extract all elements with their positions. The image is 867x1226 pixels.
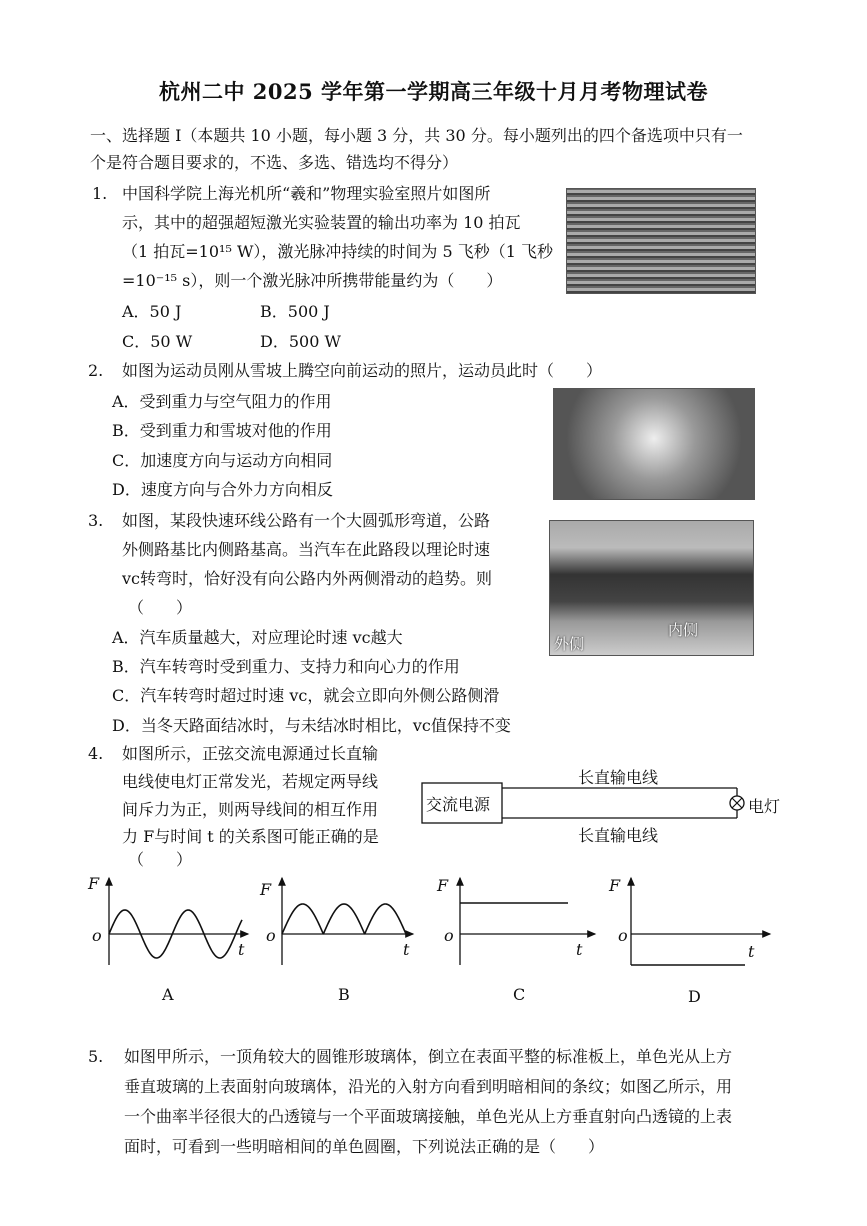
graph-d-f-label: F <box>609 876 621 895</box>
graph-c-o-label: o <box>444 926 454 945</box>
q5-line: 垂直玻璃的上表面射向玻璃体，沿光的入射方向看到明暗相间的条纹；如图乙所示，用 <box>124 1077 733 1096</box>
graph-a-o-label: o <box>92 926 102 945</box>
q5-line: 一个曲率半径很大的凸透镜与一个平面玻璃接触，单色光从上方垂直射向凸透镜的上表 <box>124 1107 733 1126</box>
q1-option-c: C．50 W <box>122 332 193 351</box>
top-wire-label: 长直输电线 <box>578 768 659 787</box>
graph-a-t-label: t <box>238 940 245 959</box>
q5-line: 面时，可看到一些明暗相间的单色圆圈，下列说法正确的是（ ） <box>124 1137 605 1156</box>
q4-number: 4. <box>88 744 104 763</box>
q1-option-b: B．500 J <box>260 302 330 321</box>
page-title: 杭州二中 2025 学年第一学期高三年级十月月考物理试卷 <box>158 79 709 104</box>
graph-d-o-label: o <box>618 926 628 945</box>
q3-line: 如图，某段快速环线公路有一个大圆弧形弯道，公路 <box>122 511 491 530</box>
q3-option-b: B．汽车转弯时受到重力、支持力和向心力的作用 <box>112 657 460 676</box>
graph-b-o-label: o <box>266 926 276 945</box>
graph-b-label: B <box>338 985 350 1004</box>
q3-road-photo <box>549 520 754 656</box>
q5-line: 如图甲所示，一顶角较大的圆锥形玻璃体，倒立在表面平整的标准板上，单色光从上方 <box>124 1047 733 1066</box>
q3-line: 外侧路基比内侧路基高。当汽车在此路段以理论时速 <box>122 540 491 559</box>
q3-option-c: C．汽车转弯时超过时速 vc，就会立即向外侧公路侧滑 <box>112 686 500 705</box>
graph-b <box>282 878 413 965</box>
graph-b-curve <box>282 904 406 934</box>
graph-d-t-label: t <box>748 942 755 961</box>
lamp-label: 电灯 <box>748 797 781 816</box>
graph-c-label: C <box>513 985 526 1004</box>
q2-stem: 如图为运动员刚从雪坡上腾空向前运动的照片，运动员此时（ ） <box>122 361 603 380</box>
graph-b-f-label: F <box>260 880 272 899</box>
graph-c-f-label: F <box>437 876 449 895</box>
graph-c-t-label: t <box>576 940 583 959</box>
lamp-icon <box>730 796 744 810</box>
q2-skier-photo <box>553 388 755 500</box>
q5-number: 5. <box>88 1047 104 1066</box>
q2-option-d: D．速度方向与合外力方向相反 <box>112 480 333 499</box>
q3-option-a: A．汽车质量越大，对应理论时速 vc越大 <box>112 628 403 647</box>
q3-option-d: D．当冬天路面结冰时，与未结冰时相比，vc值保持不变 <box>112 716 511 735</box>
q1-line: =10⁻¹⁵ s），则一个激光脉冲所携带能量约为（ ） <box>122 271 503 290</box>
q4-line: 力 F与时间 t 的关系图可能正确的是 <box>122 827 379 846</box>
q1-option-a: A．50 J <box>122 302 182 321</box>
outer-side-label: 外侧 <box>554 635 585 653</box>
graph-b-t-label: t <box>403 940 410 959</box>
inner-side-label: 内侧 <box>668 621 699 639</box>
graph-a-label: A <box>162 985 174 1004</box>
q1-option-d: D．500 W <box>260 332 341 351</box>
q2-number: 2. <box>88 361 104 380</box>
q2-option-a: A．受到重力与空气阻力的作用 <box>112 392 332 411</box>
q3-line: vc转弯时，恰好没有向公路内外两侧滑动的趋势。则 <box>122 569 493 588</box>
graph-c <box>460 878 595 965</box>
q3-line: （ ） <box>128 598 193 617</box>
section-header-line1: 一、选择题 I（本题共 10 小题，每小题 3 分，共 30 分。每小题列出的四个备选项中只有一 <box>90 126 743 145</box>
q1-lab-photo <box>566 188 756 294</box>
q2-option-b: B．受到重力和雪坡对他的作用 <box>112 421 332 440</box>
ac-source-label: 交流电源 <box>426 795 491 814</box>
q1-number: 1. <box>92 184 108 203</box>
q2-option-c: C．加速度方向与运动方向相同 <box>112 451 333 470</box>
q1-line: 中国科学院上海光机所“羲和”物理实验室照片如图所 <box>122 184 491 203</box>
q1-line: 示，其中的超强超短激光实验装置的输出功率为 10 拍瓦 <box>122 213 521 232</box>
q4-line: 如图所示，正弦交流电源通过长直输 <box>122 744 379 763</box>
q4-line: （ ） <box>128 850 193 869</box>
q3-number: 3. <box>88 511 104 530</box>
graph-a <box>109 878 248 965</box>
bottom-wire-label: 长直输电线 <box>578 826 659 845</box>
q4-line: 电线使电灯正常发光，若规定两导线 <box>122 772 379 791</box>
graph-a-f-label: F <box>88 874 100 893</box>
graph-d-label: D <box>688 987 701 1006</box>
section-header-line2: 个是符合题目要求的，不选、多选、错选均不得分） <box>90 153 459 172</box>
q1-line: （1 拍瓦=10¹⁵ W），激光脉冲持续的时间为 5 飞秒（1 飞秒 <box>122 242 554 261</box>
q4-option-graphs <box>80 870 790 1010</box>
q4-line: 间斥力为正，则两导线间的相互作用 <box>122 800 379 819</box>
